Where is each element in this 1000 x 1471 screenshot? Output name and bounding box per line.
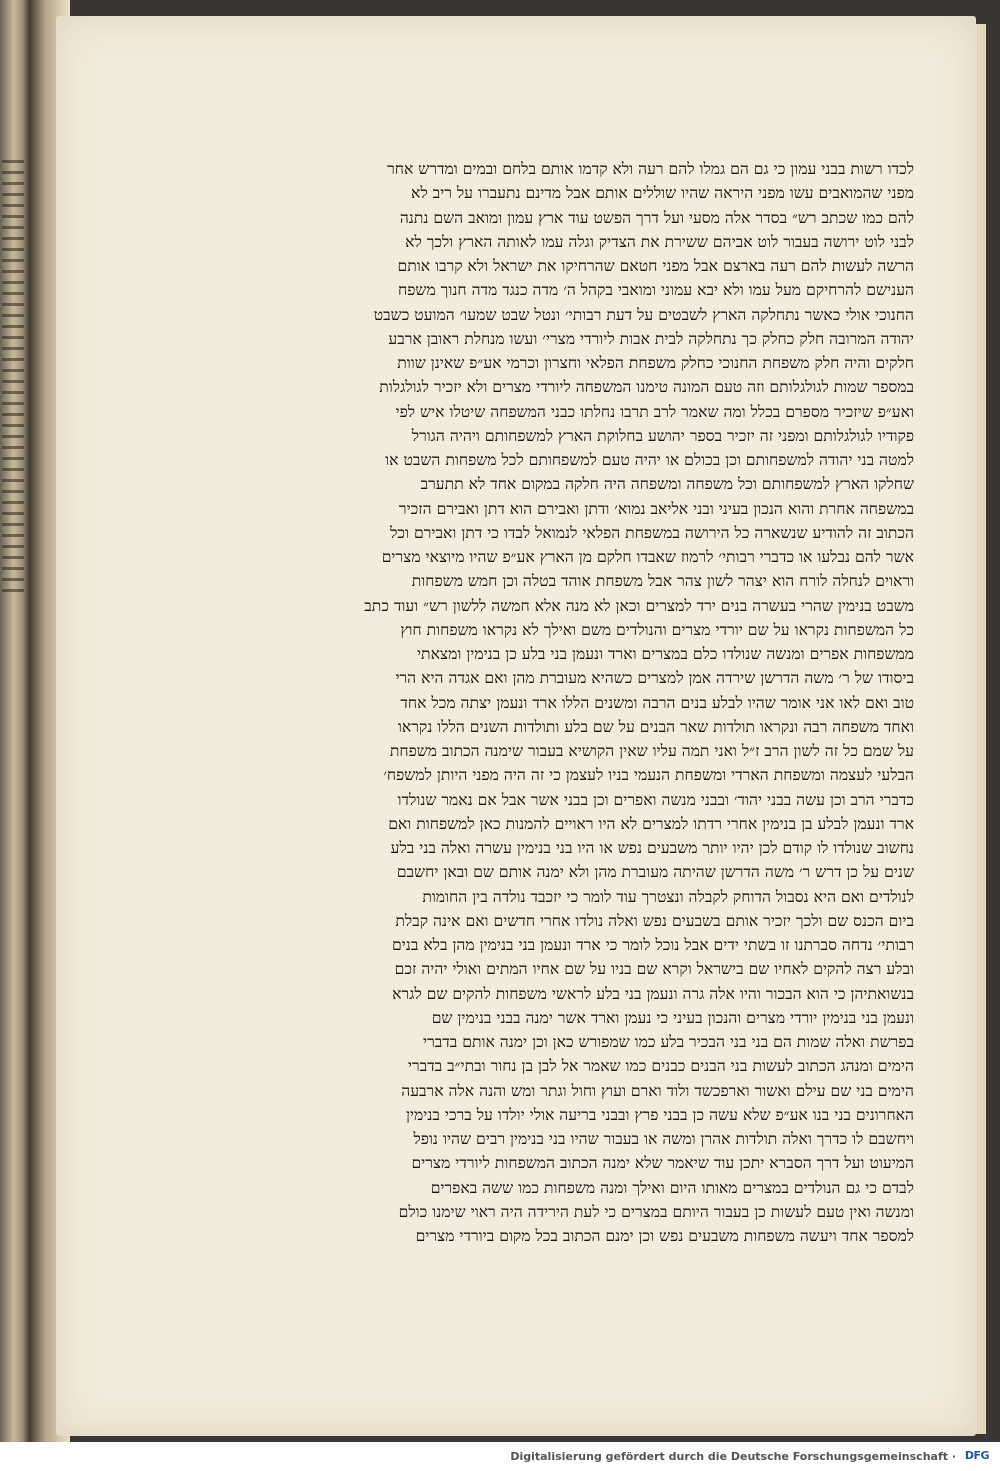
text-line: לבני לוט ירושה בעבור לוט אביהם ששירת את הצדיק וגלה עמו לאותה הארץ ולכך לא (405, 232, 914, 251)
text-line: פקודיו לגולגלותם ומפני זה יזכיר בספר יהושע בחלוקת הארץ למשפחותם ויהיה הגורל (411, 426, 914, 445)
footer-bar (0, 1442, 1000, 1471)
dfg-logo (960, 1448, 994, 1463)
text-line: ביסודו של ר׳ משה הדרשן שירדה אמן למצרים כשהיא מעוברת מהן ואם אגדה היא הרי (395, 669, 914, 688)
text-line: כדברי הרב וכן עשה בבני יהוד׳ ובבני מנשה ואפרים וכן בבני אשר אבל אם נאמר שנולדו (397, 790, 914, 809)
text-line: הרשה לעשות להם רעה בארצם אבל מפני חטאם שהרחיקו את ישראל ולא קרבו אותם (397, 257, 914, 275)
text-line: הענישם להרחיקם מעל עמו ולא יבא עמוני ומואבי בקהל ה׳ מדה כנגד מדה חנוך משפח (398, 281, 914, 300)
text-line: שחלקו הארץ למשפחותם וכל משפחה ומשפחה היה חלקה במקום אחד לא תתערב (420, 475, 914, 494)
text-line: ממשפחות אפרים ומנשה שנולדו כלם במצרים וארד ונעמן בני בלע כן בנימין ומצאתי (416, 645, 914, 663)
dfg-logo-text: DFG (964, 1449, 990, 1462)
text-line: לבדם כי גם הנולדים במצרים מאותו היום ואילך ומנה משפחות כמו ששה באפרים (430, 1178, 914, 1197)
text-line: הבלעי לעצמה ומשפחת הארדי ומשפחת הנעמי בניו לעצמן כי זה היה מפני היותן למשפח׳ (383, 766, 914, 785)
text-line: ובלע רצה להקים לאחיו שם בישראל וקרא שם בניו על שם אחיו המתים ואולי יהיה זכם (394, 960, 914, 979)
text-line: במשפחה אחרת והוא הנכון בעיני ובני אליאב נמוא׳ ודתן ואבירם הוא דתן ואבירם הזכיר (398, 499, 914, 518)
text-line: המיעוט ועל דרך הסברא יתכן עוד שיאמר שלא ימנה הכתוב המשפחות ליורדי מצרים (411, 1154, 914, 1173)
text-line: לנולדים ואם היא נסבול הדוחק לקבלה ונצטרך עוד לומר כי יזכבד נולדה בין החומות (422, 887, 914, 906)
text-line: וראוים לנחלה לורח הוא יצהר לשון צהר אבל משפחת אוהד בטלה וכן חמש משפחות (411, 572, 914, 591)
text-line: מפני שהמואבים עשו מפני היראה שהיו שוללים אותם אבל מדינם נתעברו על ריב לא (411, 184, 914, 203)
text-line: כל המשפחות נקראו על שם יורדי מצרים והנולדים משם ואילך לא נקראו משפחות חוץ (400, 620, 914, 639)
text-line: ואחד משפחה רבה ונקראו תולדות שאר הבנים על שם בלע ותולדות השנים הללו נקראו (397, 717, 914, 736)
text-line: בנשואתיהן כי הוא הבכור והיו אלה גרה ונעמן בני בלע לראשי משפחות להקים שם לגרא (392, 984, 914, 1003)
text-line: האחרונים בני בנו אע״פ שלא עשה כן בבני פרץ ובבני בריעה אולי יולדו על ברכי בנימין (405, 1105, 914, 1124)
funding-credit: Digitalisierung gefördert durch die Deutsche Forschungsgemeinschaft · (510, 1450, 956, 1463)
text-line: למספר אחד ויעשה משפחות משבעים נפש וכן ימנם הכתוב בכל מקום ביורדי מצרים (415, 1227, 914, 1245)
text-line: אשר להם נבלעו או כדברי רבותי׳ לרמוז שאבדו חלקם מן הארץ אע״פ שהיו מיוצאי מצרים (381, 548, 914, 566)
facing-page-edge (0, 0, 30, 1442)
text-line: ביום הכנס שם ולכך יזכיר אותם בשבעים נפש ואלה נולדו אחרי חדשים ואם אינה קבלת (395, 911, 914, 930)
text-line: הכתוב זה להודיע שנשארה כל הירושה במשפחת הפלאי לנמואל לבדו כי דתן ואבירם וכל (390, 523, 914, 542)
text-line: להם כמו שכתב רש״ בסדר אלה מסעי ועל דרך הפשט עוד ארץ עמון ומואב השם נתנה (399, 208, 914, 227)
text-line: שנים על כן דרש ר׳ משה הדרשן שהיתה מעוברת מהן ולא ימנה אותם שם ובאן יחשבם (396, 863, 914, 882)
text-line: טוב ואם לאו אני אומר שהיו לבלע בנים הרבה ומשנים הללו ארד ונעמן יצתה מכל אחד (400, 693, 914, 712)
text-line: החנוכי אולי כאשר נתחלקה הארץ לשבטים על דעת רבותי׳ ונטל שבט שמעו׳ המועט כשבט (373, 305, 914, 324)
text-line: לכדו רשות בבני עמון כי גם הם גמלו להם רעה ולא קדמו אותם בלחם ובמים ומדרש אחר (387, 160, 914, 178)
text-line: בפרשת ואלה שמות הם בני בני הבכיר בלע כמו שמפורש כאן וכן ימנה אותם בדברי (422, 1033, 914, 1051)
text-line: ואע״פ שיזכיר מספרם בכלל ומה שאמר לרב תרבו נחלתו כבני המשפחה שיטלו איש לפי (395, 402, 914, 421)
text-line: נחשוב שנולדו לו קודם לכן יהיו יותר משבעים נפש או היו בני בנימין עשרה ואלה בני בלע (390, 839, 914, 857)
text-line: יהודה המרובה חלק כחלק כך נתחלקה לבית אבות ליורדי מצרי׳ ועשו מנחלת ראובן ארבע (388, 329, 914, 348)
text-line: ומנשה ואין טעם לעשות כן בעבור היותם במצרים כי לעת הירידה היה ראוי שימנו כולם (398, 1202, 914, 1221)
facing-page-text-fragments (2, 160, 24, 900)
text-line: הימים ומנהג הכתוב לעשות בני הבנים כבנים כמו שאמר אל לבן בן נחור ובתי״ב בדברי (407, 1057, 914, 1076)
text-line: ארד ונעמן לבלע בן בנימין אחרי רדתו למצרים לא היו ראויים להמנות כאן למשפחות ואם (388, 814, 914, 833)
text-line: משבט בנימין שהרי בעשרה בנים ירד למצרים וכאן לא מנה אלא חמשה ללשון רש״ ועוד כתב (364, 596, 914, 615)
text-line: הימים בני שם עילם ואשור וארפכשד ולוד וארם ועוץ וחול וגתר ומש והנה אלה ארבעה (401, 1081, 914, 1100)
hebrew-text-column (96, 157, 914, 1248)
text-line: על שמם כל זה לשון הרב ז״ל ואני תמה עליו שאין הקושיא בעבור שימנה הכתוב משפחת (389, 742, 914, 760)
text-line: למטה בני יהודה למשפחותם וכן בכולם או יהיה טעם למשפחותם לכל משפחות השבט או (385, 451, 914, 469)
text-line: ונעמן בני בנימין יורדי מצרים והנכון בעיני כי נעמן וארד אשר ימנה בבני בנימין שם (431, 1008, 914, 1027)
text-line: רבותי׳ נדחה סברתנו זו בשתי ידים אבל נוכל לומר כי ארד ונעמן בני בנימין מהן בלא בנים (391, 936, 914, 954)
text-line: ויחשבם לו כדרך ואלה תולדות אהרן ומשה או בעבור שהיו בני בנימין רבים שהיו נופל (413, 1130, 914, 1148)
text-line: במספר שמות לגולגלותם וזה טעם המונה טימנו המשפחה ליורדי מצרים ולא יזכיר לגולגלות (379, 378, 914, 397)
page-stack-edge (976, 24, 986, 1434)
text-line: חלקים והיה חלק משפחת החנוכי כחלק משפחת הפלאי וחצרון וכרמי אע״פ שאינן שוות (397, 354, 914, 372)
